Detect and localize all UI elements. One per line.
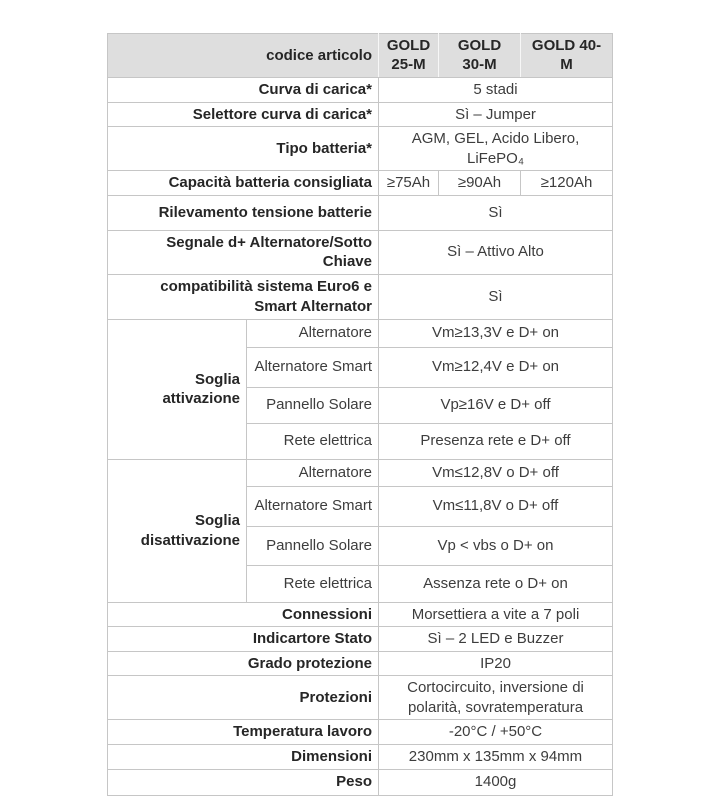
subrow-label: Pannello Solare <box>247 526 379 565</box>
row-soglia-attivazione-alternatore <box>108 319 613 347</box>
row-label: compatibilità sistema Euro6 e Smart Alternator <box>108 274 379 319</box>
row-value-gold-25m: ≥75Ah <box>379 171 439 196</box>
row-connessioni <box>108 602 613 627</box>
row-value: 230mm x 135mm x 94mm <box>379 744 613 769</box>
row-peso <box>108 769 613 795</box>
row-indicatore-stato <box>108 627 613 652</box>
row-label: Connessioni <box>108 602 379 627</box>
subrow-label: Pannello Solare <box>247 387 379 423</box>
row-value: Cortocircuito, inversione di polarità, sovratemperatura <box>379 676 613 720</box>
subrow-value: Vm≥12,4V e D+ on <box>379 347 613 387</box>
row-value: Sì – Attivo Alto <box>379 230 613 274</box>
group-label-soglia-disattivazione: Soglia disattivazione <box>108 459 247 602</box>
subrow-value: Vm≤11,8V o D+ off <box>379 486 613 526</box>
row-tipo-batteria <box>108 127 613 171</box>
subrow-value: Presenza rete e D+ off <box>379 423 613 459</box>
subrow-label: Rete elettrica <box>247 565 379 602</box>
row-dimensioni <box>108 744 613 769</box>
row-label: Rilevamento tensione batterie <box>108 195 379 230</box>
spec-table <box>107 33 613 796</box>
row-label: Dimensioni <box>108 744 379 769</box>
row-value: -20°C / +50°C <box>379 720 613 745</box>
subrow-label: Alternatore <box>247 319 379 347</box>
row-label: Selettore curva di carica* <box>108 102 379 127</box>
header-corner-label: codice articolo <box>108 34 379 78</box>
row-segnale-d-plus <box>108 230 613 274</box>
row-label: Capacità batteria consigliata <box>108 171 379 196</box>
subrow-value: Vm≤12,8V o D+ off <box>379 459 613 486</box>
row-value: Sì <box>379 274 613 319</box>
subrow-label: Alternatore Smart <box>247 347 379 387</box>
row-curva-di-carica <box>108 78 613 103</box>
row-label: Segnale d+ Alternatore/Sotto Chiave <box>108 230 379 274</box>
row-value: IP20 <box>379 651 613 676</box>
row-label: Indicartore Stato <box>108 627 379 652</box>
column-header-gold-30m: GOLD 30-M <box>439 34 521 78</box>
spec-table-container <box>107 33 613 796</box>
column-header-gold-40m: GOLD 40-M <box>521 34 613 78</box>
row-label: Grado protezione <box>108 651 379 676</box>
row-temperatura-lavoro <box>108 720 613 745</box>
subrow-value: Assenza rete o D+ on <box>379 565 613 602</box>
row-label: Temperatura lavoro <box>108 720 379 745</box>
subrow-label: Rete elettrica <box>247 423 379 459</box>
row-protezioni <box>108 676 613 720</box>
subrow-value: Vp < vbs o D+ on <box>379 526 613 565</box>
row-capacita-batteria <box>108 171 613 196</box>
row-grado-protezione <box>108 651 613 676</box>
row-compatibilita-euro6 <box>108 274 613 319</box>
row-label: Peso <box>108 769 379 795</box>
row-rilevamento-tensione <box>108 195 613 230</box>
row-value-gold-40m: ≥120Ah <box>521 171 613 196</box>
row-value: 1400g <box>379 769 613 795</box>
row-value-gold-30m: ≥90Ah <box>439 171 521 196</box>
row-value: Sì – Jumper <box>379 102 613 127</box>
row-label: Tipo batteria* <box>108 127 379 171</box>
row-value: AGM, GEL, Acido Libero, LiFePO₄ <box>379 127 613 171</box>
row-value: Morsettiera a vite a 7 poli <box>379 602 613 627</box>
group-label-soglia-attivazione: Soglia attivazione <box>108 319 247 459</box>
row-label: Curva di carica* <box>108 78 379 103</box>
row-label: Protezioni <box>108 676 379 720</box>
row-selettore-curva <box>108 102 613 127</box>
column-header-gold-25m: GOLD 25-M <box>379 34 439 78</box>
row-value: 5 stadi <box>379 78 613 103</box>
row-value: Sì – 2 LED e Buzzer <box>379 627 613 652</box>
subrow-value: Vp≥16V e D+ off <box>379 387 613 423</box>
subrow-value: Vm≥13,3V e D+ on <box>379 319 613 347</box>
header-row <box>108 34 613 78</box>
row-value: Sì <box>379 195 613 230</box>
subrow-label: Alternatore Smart <box>247 486 379 526</box>
row-soglia-disattivazione-alternatore <box>108 459 613 486</box>
subrow-label: Alternatore <box>247 459 379 486</box>
